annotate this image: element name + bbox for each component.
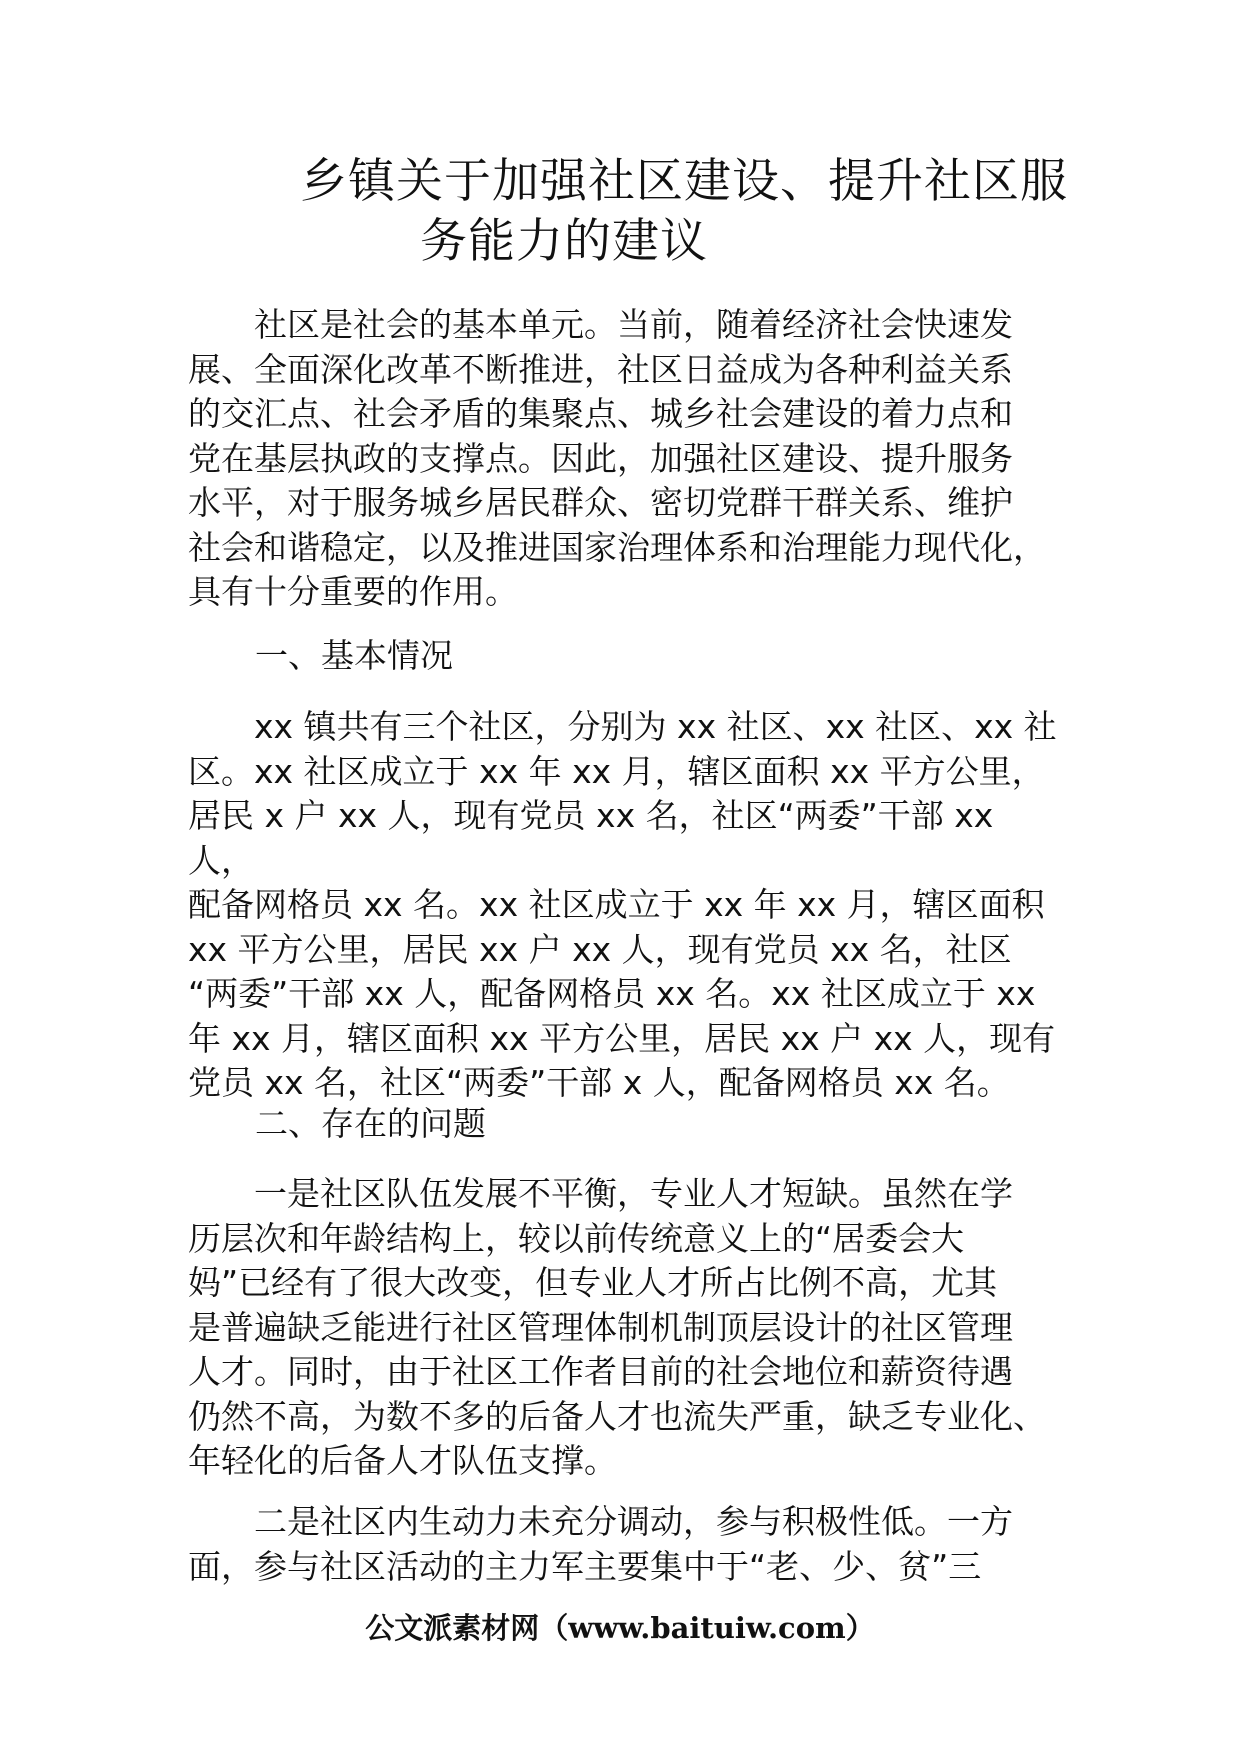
section-heading-problems: 二、存在的问题 xyxy=(255,1104,486,1143)
basic-situation-paragraph: xx 镇共有三个社区，分别为 xx 社区、xx 社区、xx 社 区。xx 社区成立于 xx 年 xx 月，辖区面积 xx 平方公里， 居民 x 户 xx 人，现有党员 xx 名，社区“两委”干部 xx 人， 配备网格员 xx 名。xx 社区成立于 xx 年 xx 月，辖区面积 xx 平方公里，居民 xx 户 xx 人，现有党员 xx 名，社区 “两委”干部 xx 人，配备网格员 xx 名。xx 社区成立于 xx 年 xx 月，辖区面积 xx 平方公里，居民 xx 户 xx 人，现有 党员 xx 名，社区“两委”干部 x 人，配备网格员 xx 名。 xyxy=(188,707,1057,1102)
document-title xyxy=(240,152,1068,272)
problem-one-paragraph: 一是社区队伍发展不平衡，专业人才短缺。虽然在学 历层次和年龄结构上，较以前传统意义上的“居委会大 妈”已经有了很大改变，但专业人才所占比例不高，尤其 是普遍缺乏能进行社区管理体制机制顶层设计的社区管理 人才。同时，由于社区工作者目前的社会地位和薪资待遇 仍然不高，为数不多的后备人才也流失严重，缺乏专业化、 年轻化的后备人才队伍支撑。 xyxy=(188,1174,1046,1480)
title-line-2: 务能力的建议 xyxy=(420,214,708,269)
problem-two-paragraph: 二是社区内生动力未充分调动，参与积极性低。一方 面，参与社区活动的主力军主要集中于“老、少、贫”三 xyxy=(188,1502,1013,1586)
title-line-1: 乡镇关于加强社区建设、提升社区服 xyxy=(300,154,1068,209)
section-heading-basic-situation: 一、基本情况 xyxy=(255,636,453,675)
footer-watermark-text: 公文派素材网（www.baituiw.com） xyxy=(365,1611,875,1645)
intro-paragraph: 社区是社会的基本单元。当前，随着经济社会快速发 展、全面深化改革不断推进，社区日益成为各种利益关系 的交汇点、社会矛盾的集聚点、城乡社会建设的着力点和 党在基层执政的支撑点。因此，加强社区建设、提升服务 水平，对于服务城乡居民群众、密切党群干群关系、维护 社会和谐稳定，以及推进国家治理体系和治理能力现代化， 具有十分重要的作用。 xyxy=(188,305,1046,611)
